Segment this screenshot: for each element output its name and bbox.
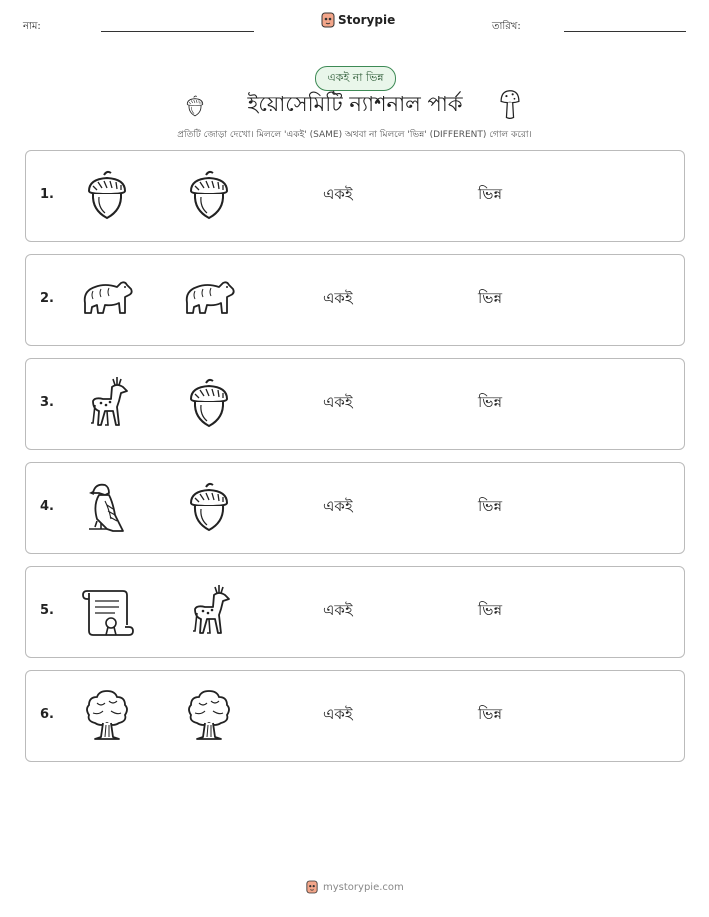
different-option[interactable]: ভিন্ন [478,289,503,307]
acorn-icon [79,167,135,223]
question-row [25,150,685,242]
storypie-mascot-icon [306,880,318,894]
same-option[interactable]: একই [323,393,353,411]
different-option[interactable]: ভিন্ন [478,601,503,619]
different-option[interactable]: ভিন্ন [478,393,503,411]
logo-text: Storypie [338,13,396,27]
same-option[interactable]: একই [323,185,353,203]
mushroom-icon [499,89,521,121]
different-option[interactable]: ভিন্ন [478,185,503,203]
question-number: 4. [40,499,54,514]
eagle-icon [79,479,135,535]
question-number: 6. [40,707,54,722]
same-option[interactable]: একই [323,705,353,723]
question-row [25,358,685,450]
date-label: তারিখ: [492,21,521,32]
footer-url[interactable]: mystorypie.com [323,881,404,893]
name-field-line[interactable] [101,31,254,32]
different-option[interactable]: ভিন্ন [478,705,503,723]
page-title: ইয়োসেমিটি ন্যাশনাল পার্ক [247,92,463,116]
acorn-icon [183,93,207,119]
same-option[interactable]: একই [323,289,353,307]
acorn-icon [181,479,237,535]
date-field-line[interactable] [564,31,686,32]
question-row [25,462,685,554]
question-number: 5. [40,603,54,618]
question-row [25,566,685,658]
deer-icon [181,583,237,639]
question-number: 1. [40,187,54,202]
acorn-icon [181,167,237,223]
question-number: 3. [40,395,54,410]
same-option[interactable]: একই [323,601,353,619]
acorn-icon [181,375,237,431]
worksheet-header [0,0,709,40]
bear-icon [79,271,135,327]
worksheet-type-badge: একই না ভিন্ন [315,66,396,91]
deer-icon [79,375,135,431]
same-option[interactable]: একই [323,497,353,515]
scroll-icon [79,583,135,639]
tree-icon [181,687,237,743]
footer [306,880,404,894]
bear-icon [181,271,237,327]
instructions: প্রতিটি জোড়া দেখো। মিললে 'একই' (SAME) অথবা না মিললে 'ভিন্ন' (DIFFERENT) গোল করো। [177,130,532,140]
question-row [25,670,685,762]
storypie-mascot-icon [321,12,335,28]
different-option[interactable]: ভিন্ন [478,497,503,515]
tree-icon [79,687,135,743]
question-number: 2. [40,291,54,306]
question-row [25,254,685,346]
storypie-logo [321,12,395,28]
name-label: নাম: [23,21,41,32]
